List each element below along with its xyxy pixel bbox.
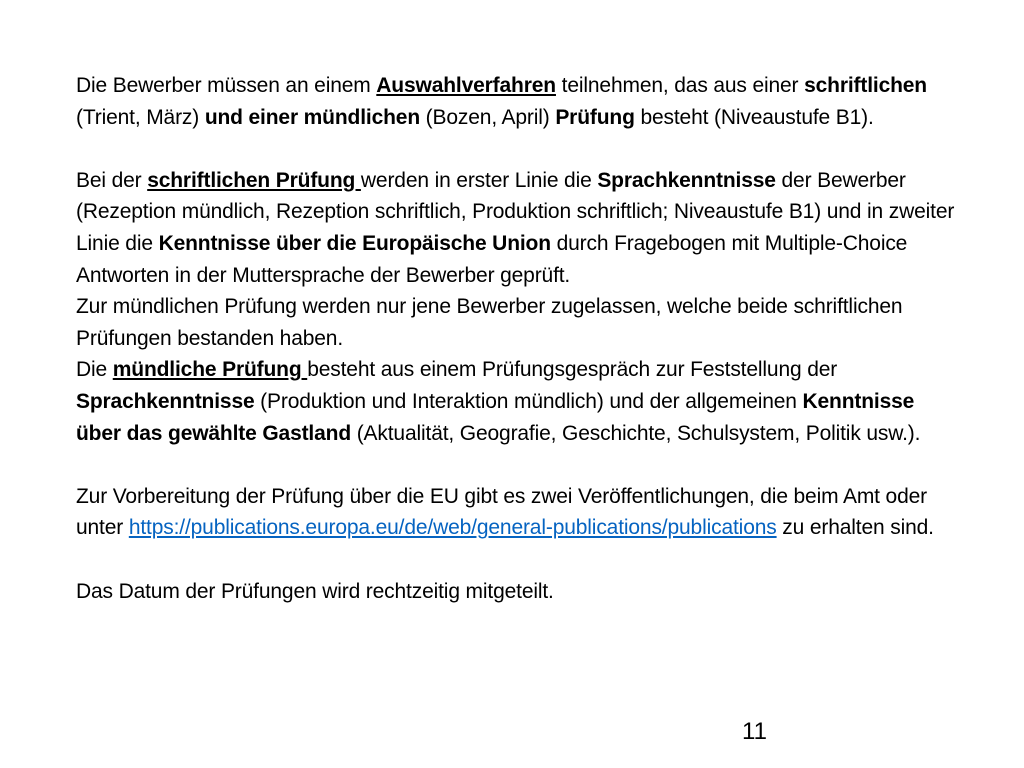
text: besteht aus einem Prüfungsgespräch zur Feststellung der [307,358,838,382]
paragraph-publications [76,481,956,544]
text: Bei der [76,168,148,192]
text: besteht (Niveaustufe B1). [634,105,874,129]
paragraph-admission: Zur mündlichen Prüfung werden nur jene Bewerber zugelassen, welche beide schriftlichen Prüfungen bestanden haben. [76,295,903,350]
text: zu erhalten sind. [776,516,934,540]
text: Die [76,358,113,382]
text: teilnehmen, das aus einer [555,74,805,97]
paragraph-gap [76,133,956,165]
text: durch Fragebogen mit Multiple-Choice Antworten in der Muttersprache der Bewerber geprüft. [76,231,908,287]
emphasis-language-skills: Sprachkenntnisse [597,168,776,192]
paragraph-gap [76,544,956,576]
paragraph-selection-procedure [76,70,956,133]
paragraph-gap [76,449,956,481]
publications-link[interactable]: https://publications.europa.eu/de/web/general-publications/publications [128,516,777,540]
emphasis-oral-exam: mündliche Prüfung [112,358,308,382]
text: (Produktion und Interaktion mündlich) und der allgemeinen [254,389,803,413]
emphasis-written-exam: schriftlichen Prüfung [147,168,361,192]
emphasis-written: schriftlichen [804,74,927,97]
paragraph-exam-date: Das Datum der Prüfungen wird rechtzeitig mitgeteilt. [76,579,554,603]
text: der Bewerber (Rezeption mündlich, Rezeption schriftlich, Produktion schriftlich; Niveaustufe B1) und in zweiter Linie die [76,168,955,255]
emphasis-selection-procedure: Auswahlverfahren [376,74,556,97]
text: Zur Vorbereitung der Prüfung über die EU gibt es zwei Veröffentlichungen, die beim Amt oder unter [76,484,927,540]
emphasis-eu-knowledge: Kenntnisse über die Europäische Union [158,231,551,255]
emphasis-exam: Prüfung [555,105,635,129]
text: (Aktualität, Geografie, Geschichte, Schulsystem, Politik usw.). [351,421,921,445]
text: (Bozen, April) [420,105,556,129]
text: werden in erster Linie die [360,168,598,192]
page-number: 11 [742,718,767,745]
emphasis-language-skills: Sprachkenntnisse [76,389,255,413]
paragraph-written-exam [76,165,956,291]
slide-content [76,70,956,607]
emphasis-host-country: Kenntnisse über das gewählte Gastland [76,389,915,445]
emphasis-oral: und einer mündlichen [204,105,420,129]
paragraph-oral-exam [76,354,956,449]
text: (Trient, März) [76,105,205,129]
text: Die Bewerber müssen an einem [76,74,377,97]
